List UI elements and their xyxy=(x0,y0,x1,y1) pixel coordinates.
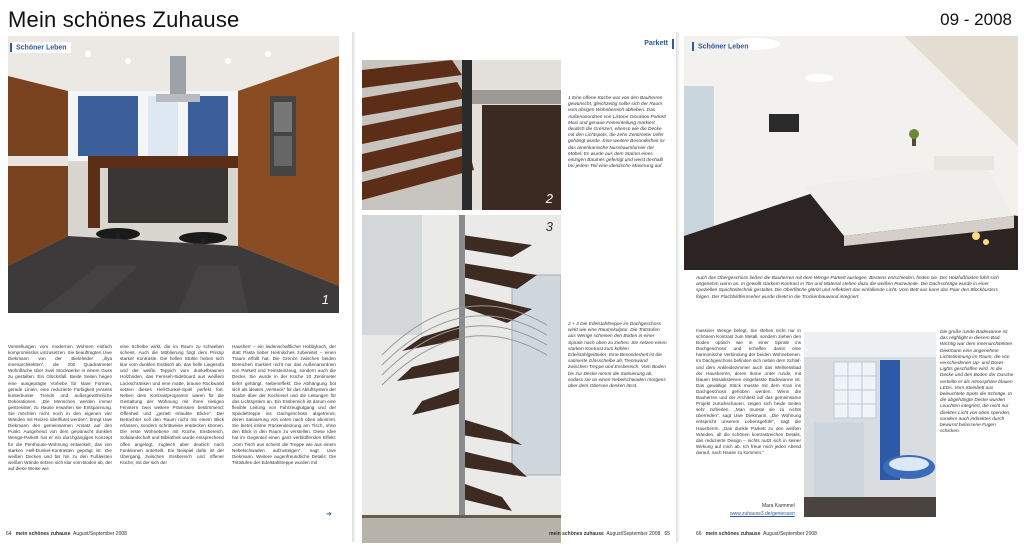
page-middle xyxy=(360,32,670,542)
caption-bathroom: Die große runde Badewanne ist das Highlight in diesem Bad. Wichtig war dem Innenarchitekten Diekmann eine angenehme Lichtstimmung im Raum, die von verschiedenen Up- und Down-Lights geschaffen wird. In die Decke und den Boden der Dusche verteilte er als Atmosphäre blauen LEDs. Vom Steinbett aus beleuchtete Spots die Schräge. In die abgehängte Decke wurden Leuchten integriert, die nicht nur direktes Licht von oben spenden, sondern auch indirektes durch bewusst belassene Fugen schicken. xyxy=(940,330,1014,435)
page-gutter-left xyxy=(352,32,356,542)
figure-number-2: 2 xyxy=(545,191,553,206)
section-label-right: Schöner Leben xyxy=(692,42,749,51)
footer-middle-issue: August/September 2008 xyxy=(606,531,661,537)
page-right xyxy=(684,32,1018,542)
footer-middle xyxy=(549,531,670,537)
section-divider xyxy=(672,39,674,49)
kitchen-photo xyxy=(8,36,339,313)
section-label-left: Schöner Leben xyxy=(10,42,71,53)
bathroom-illustration xyxy=(804,332,936,517)
magazine-title: Mein schönes Zuhause xyxy=(8,7,240,32)
section-label-middle: Parkett xyxy=(644,40,668,47)
bathroom-photo xyxy=(804,332,936,517)
page-left xyxy=(6,32,348,542)
figure-number-3: 3 xyxy=(545,219,553,234)
caption-stairs: 2 + 3 Die Edelstahltreppe im Dachgeschoss wirkt wie eine Raumskulptur. Die Trittstufen aus Wenge scheinen den Boden in einer Spirale nach oben zu ziehen. Sie setzen einen starken Kontrast zum kühlen Edelstahlgeländer. Eine Besonderheit ist die satinierte Glasscheibe als Trennwand zwischen Treppe und Essbereich. Vom Boden bis zur Decke nimmt die Satinierung ab, sodass sie an einen Nebelschwaden morgens über dem Obersee denken lässt. xyxy=(568,322,667,390)
stairs-top-photo xyxy=(362,60,561,210)
issue-label: 09 - 2008 xyxy=(940,10,1012,29)
body-column-4: massiver Wenge belegt. Sie stehen nicht nur in schönem Kontrast zum Metall, sondern ziehen den Boden optisch wie in einer Spirale ins Dachgeschoss und schaffen damit eine harmonische Verbindung der beiden Wohnebenen. Im Dachgeschoss befinden sich neben dem Schlaf- und dem Ankleidezimmer auch das Wellnessbad der Hausherren, deren Ikone unter runde, mit blauen Mosaiksteinen eingefasste Badewanne ist. Das gewaltige Stück musste mit dem Kran ins Dachgeschoss gehoben werden. Wenn die Bauherren und der Architekt auf das gemeinsame Projekt zurückschauen, zeigen sich beide Seiten sehr zufrieden. „Man musste sie zu nichts überreden“, sagt Uwe Diekmann. „Die Wohnung entspricht unserem Lebensgefühl“, sagt die Hausherrin. „Das dunkle Parkett zu den weißen Wänden, all die schönen kontrastreichen Details, das reduzierte Design – nichts nutzt sich in seiner Wirkung auf mich ab. Ich freue mich jeden Abend darauf, nach Hause zu kommen.“ xyxy=(696,328,801,455)
bedroom-photo xyxy=(684,36,1018,270)
body-column-1: Vorstellungen vom modernen Wohnen einfach kompromisslos umzusetzen. Sie beauftragten Uwe Diekmann von der Bielefelder „illya innenarchitekten“, die 200 Quadratmeter Wohnfläche über zwei Stockwerke in einem Guss zu gestalten. Ein Glücksfall. Beide Seiten hegen eine ausgeprägte Vorliebe für klare Formen, gerade Linien, eine reduzierte Farbigkeit jenseits kunterbunter Trends und außergewöhnliche Dekorationen. „Die Menschen werden immer gestresster, zu Hause erwarten sie Entspannung. Sie möchten nicht noch in den eigenen vier Wänden mit Reizen überflutet werden“, bringt Uwe Diekmann den gemeinsamen Ansatz auf den Punkt. Ausgehend von dem gewünscht dunklen Wenge-Parkett hat er ein durchgängiges Konzept für die Penthouse-Wohnung entwickelt, das von starken Hell-Dunkel-Kontrasten geprägt ist. Die weißen Decken und bis hin zu den Fußleisten weißen Wände setzen sich klar vom Boden ab, der auf diese Weise wie xyxy=(8,344,112,471)
stairs-spiral-photo xyxy=(362,215,561,543)
footer-middle-page-number: 65 xyxy=(664,531,670,537)
article-link[interactable]: www.zuhause3.de/geniessen xyxy=(730,511,795,517)
page-gutter-right xyxy=(676,32,680,542)
footer-left-issue: August/September 2008 xyxy=(73,531,127,537)
continue-arrow-icon: ➜ xyxy=(326,511,332,518)
body-column-2: eine Scheibe wirkt, die im Raum zu schweben scheint. Auch die Möblierung folgt dem Prinzip starker Kontraste. Die hellen Stühle heben sich klar vom dunklen Esstisch ab, das helle Liegesofa und der weiße Teppich vom dunkelbraunen Holzboden, das Fernseh-Sideboard aus weißem Lackschränken und eine matte, braune Rückwand setzen dieses Hell-Dunkel-Spiel perfekt fort. Neben dem Kontrastprogramm waren für die Gestaltung der Wohnung mit ihren riesigen Fenstern zwei weitere Prämissen bestimmend: Offenheit und „gezielt erlaubte Blicke“. Der Betrachter soll den Raum nicht mit einem Blick erfassen, sondern schrittweise entdecken können. Die erste Wohnebene mit Küche, Essbereich, Sofalandschaft und Bibliothek wurde entsprechend offen angelegt, zugleich aber deutlich nach Funktionen unterteilt. Ein Beispiel dafür ist der Übergang zwischen Essbereich und offener Küche, mit der sich der xyxy=(120,344,224,465)
figure-number-1: 1 xyxy=(321,292,329,307)
caption-bedroom: Auch das Obergeschoss ließen die Bauherren mit dem Wenge-Parkett auslegen. Bestens entschieden, finden sie. Der Holzfußboden fühlt sich angenehm warm an. In gewollt starkem Kontrast in Ton und Material stehen dazu die weißen Putzwände. Die Dachschräge wurde in einer speziellen Spachteltechnik gestaltet. Die Oberfläche glänzt und reflektiert das einfallende Licht. Vom Bett aus kann das Paar den Blockbusters folgen. Der Flachbildfernseher wurde direkt in die Trockenbauwand integriert. xyxy=(696,276,999,300)
stairs-top-illustration xyxy=(362,60,561,210)
footer-right-issue: August/September 2008 xyxy=(763,531,817,537)
footer-left xyxy=(6,531,127,537)
caption-kitchen: 1 Eine offene Küche war von den Bauherren gewünscht, gleichzeitig sollte sich der Raum vom übrigen Wohnbereich abheben. Das Außenanordnen von Listone Giordano Parkett Maxi und genaue Feineinteilung markiert deutlich die Grenzen, ebenso wie die Decke mit den Lichtspots, die zehn Zentimeter tiefer gehängt wurde. Eine weitere Besonderheit ist das amerikanische Nussbaumfurnier der Möbel. Es wurde aus dem Stamm eines einzigen Baumes gefertigt und weist deshalb bei jedem Teil eine identische Maserung auf. xyxy=(568,96,666,170)
body-column-3: Hausherr – ein leidenschaftlicher Hobbykoch, der statt Pasta lieber Heimisches zubereitet – einen Traum erfüllt hat. Die Grenze zwischen beiden Bereichen markiert nicht nur das Außenanordnen von Parkett und Feinsteinzeug, sondern auch die Decke. Sie wurde in der Küche 10 Zentimeter tiefer gehängt. Nebeneffekt: Die Abhängung bot sich als ideales „Versteck“ für das Abluftsystem der Haube über der Kochinsel und die Leitungen für das Lichtsystem an. Ein Essbereich ist darum eine flexible Leitung von Fahrzeuglutgang und der Spindeltreppe ins Dachgeschoss abgetrennt, deren Satinierung von unten nach oben abnimmt. Sie bietet intime Rückendeckung am Tisch, ohne den Blick in den Raum zu verstellen. Diese Idee hat im Gegenteil einen ganz verblüffenden Effekt: „Vom Tisch aus scheint die Treppe wie aus einem Nebelschwaden aufzusteigen“, sagt Uwe Diekmann. Weitere augenfreundliche Details: Die Trittstufen der Edelstahltreppe wurden mit xyxy=(232,344,336,465)
author-name: Mara Karmmel xyxy=(762,503,795,509)
footer-right xyxy=(696,531,817,537)
footer-right-magazine: mein schönes zuhause xyxy=(705,531,761,537)
kitchen-illustration xyxy=(8,36,339,313)
footer-left-magazine: mein schönes zuhause xyxy=(15,531,71,537)
footer-left-page-number: 64 xyxy=(6,531,12,537)
footer-middle-magazine: mein schönes zuhause xyxy=(549,531,604,537)
footer-right-page-number: 66 xyxy=(696,531,702,537)
bedroom-illustration xyxy=(684,36,1018,270)
stairs-spiral-illustration xyxy=(362,215,561,543)
